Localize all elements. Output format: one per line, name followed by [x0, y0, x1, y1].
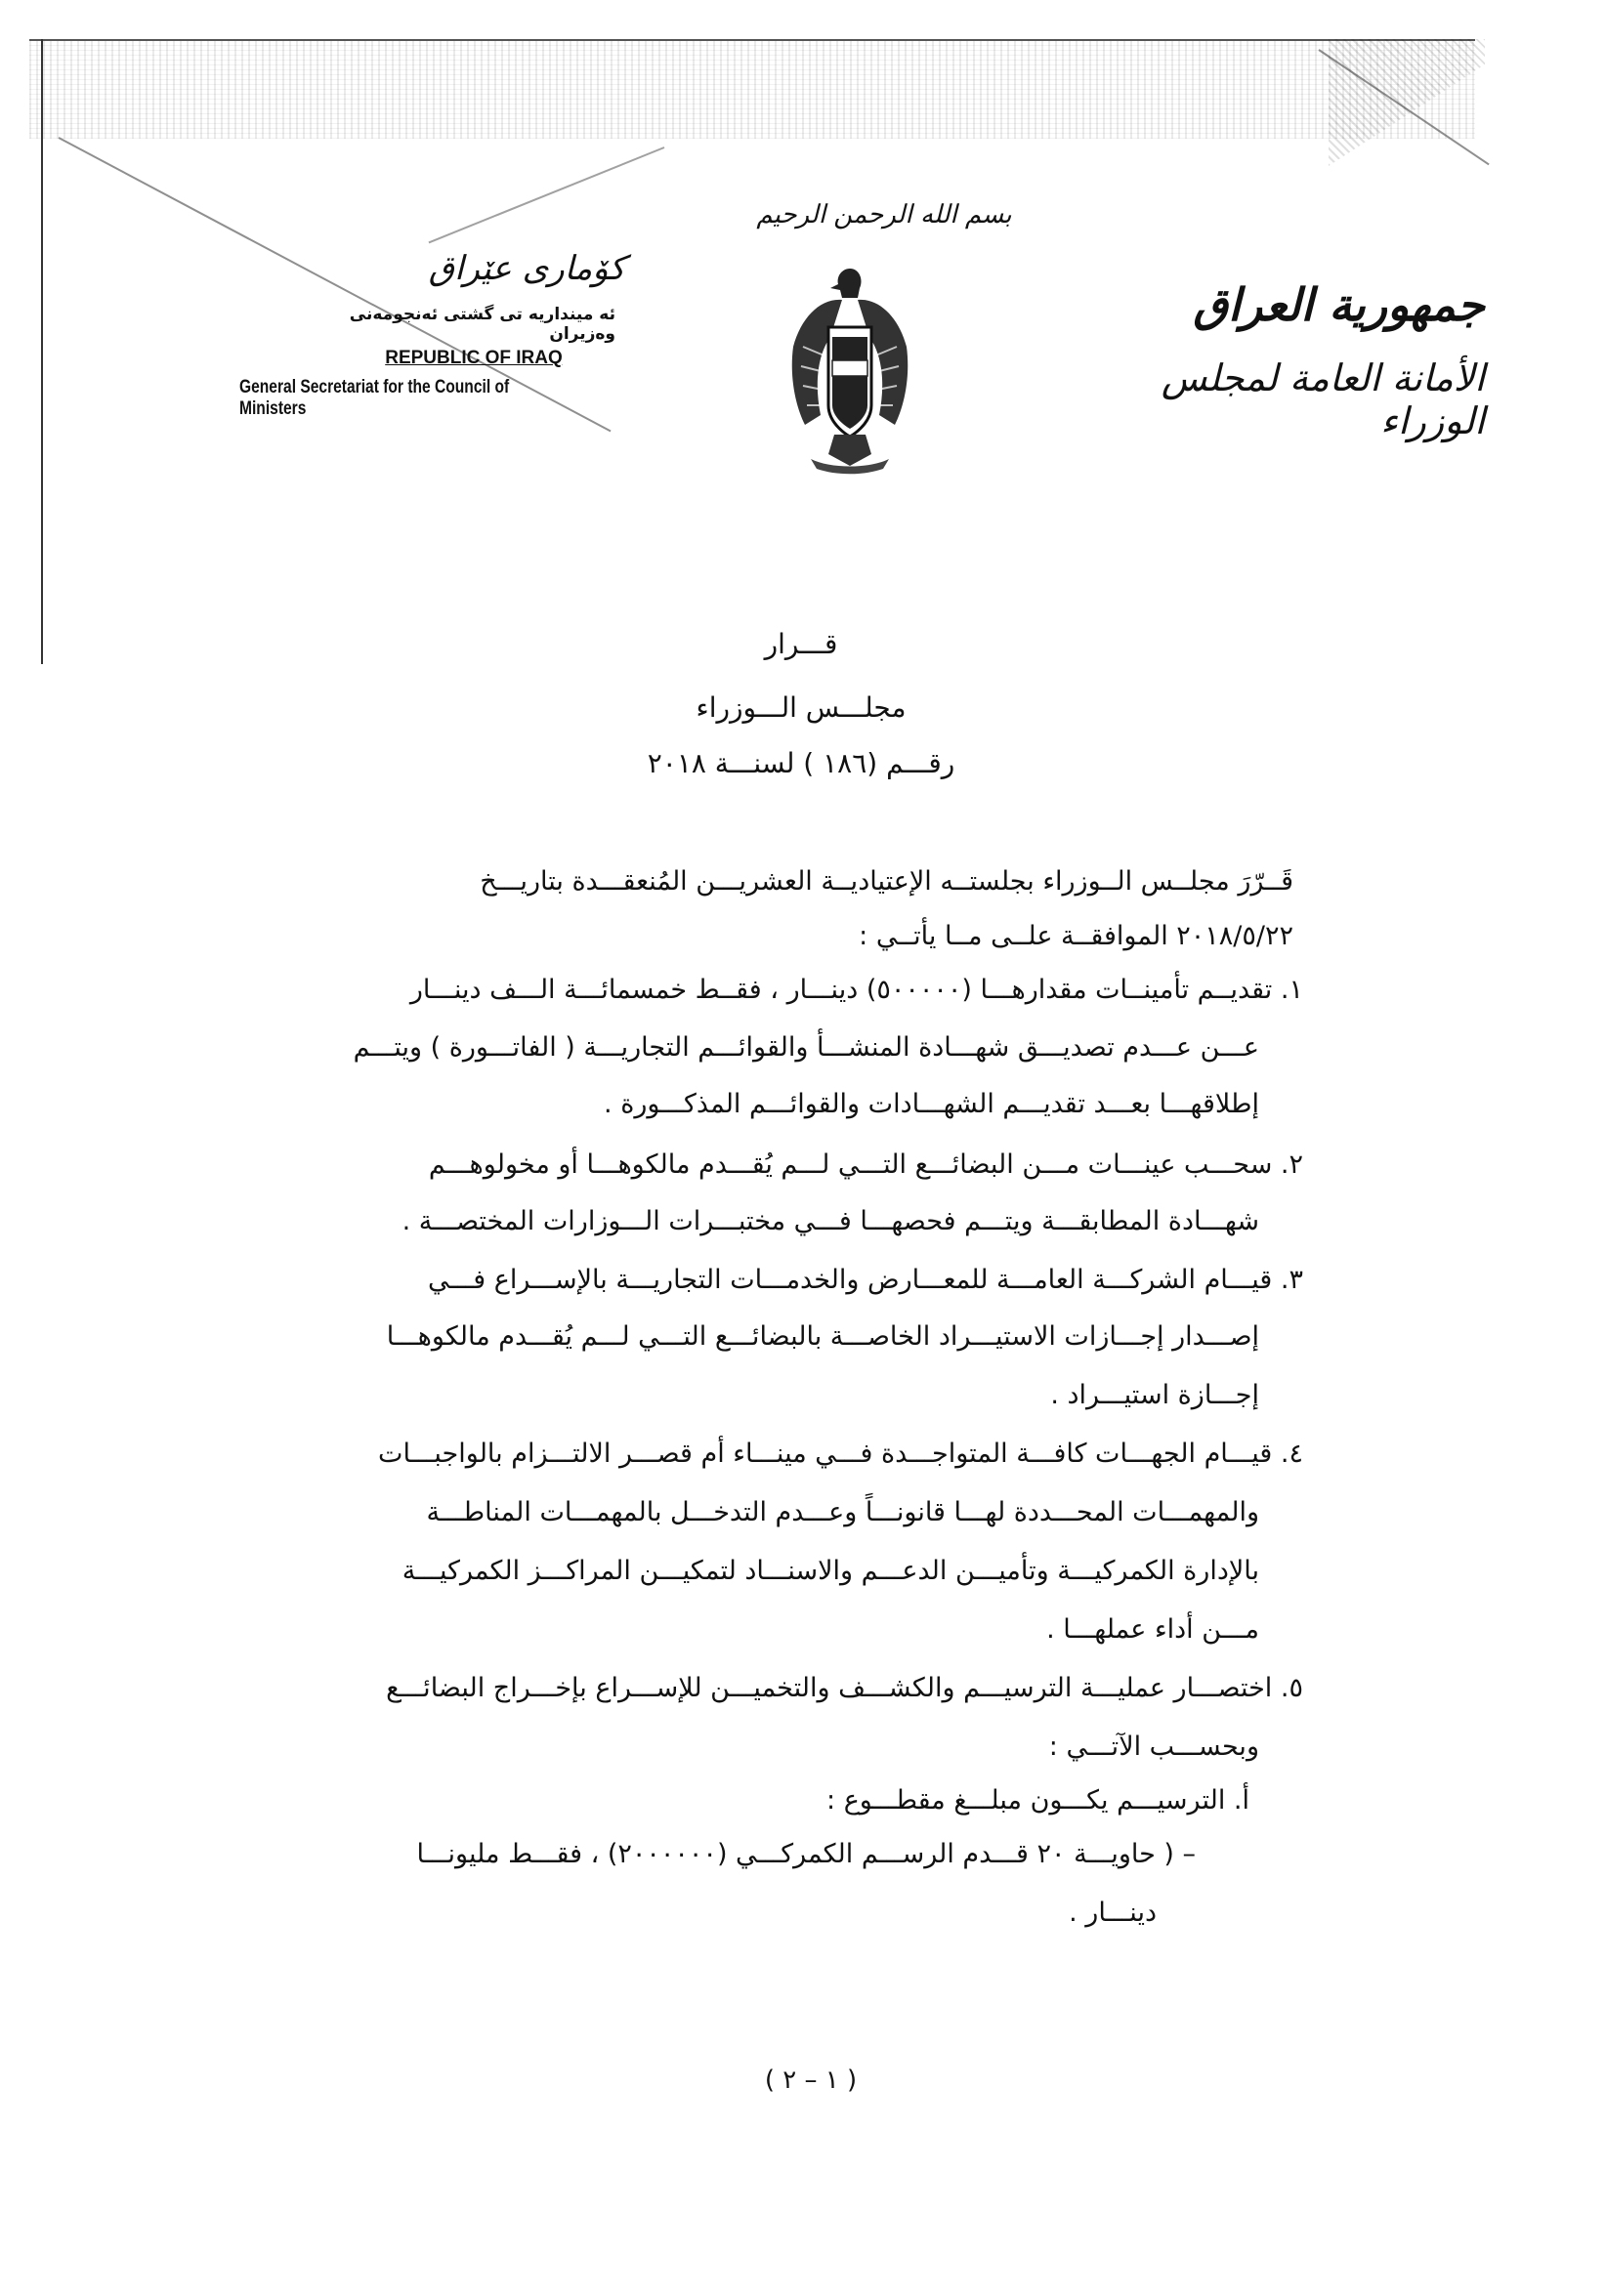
header-republic-arabic: جمهورية العراق: [1193, 278, 1485, 331]
decision-heading: قـــرار: [764, 628, 838, 660]
item-2-line: شهـــادة المطابقـــة ويتـــم فحصهـــا فـــي مختبـــرات الـــوزارات المختصـــة .: [402, 1206, 1259, 1236]
header-secretariat-english: General Secretariat for the Council of Ministers: [239, 377, 510, 419]
header-republic-english: REPUBLIC OF IRAQ: [385, 348, 563, 368]
item-1-line: عـــن عـــدم تصديـــق شهـــادة المنشـــأ والقوائـــم التجاريـــة ( الفاتـــورة ) ويتـــم: [353, 1032, 1259, 1063]
item-1-line: إطلاقهـــا بعـــد تقديـــم الشهـــادات والقوائـــم المذكـــورة .: [604, 1089, 1259, 1119]
intro-line: قَــرّرَ مجلــس الــوزراء بجلستــه الإعتياديــة العشريـــن المُنعقـــدة بتاريـــخ: [480, 866, 1293, 897]
sub-item-a: أ. الترسيـــم يكـــون مبلـــغ مقطـــوع :: [826, 1785, 1249, 1816]
item-3-line: ٣. قيـــام الشركـــة العامـــة للمعـــارض والخدمـــات التجاريـــة بالإســـراع فـــي: [428, 1265, 1303, 1295]
intro-line: ٢٠١٨/٥/٢٢ الموافقــة علــى مــا يأتــي :: [859, 921, 1293, 951]
scan-edge-line: [41, 39, 43, 664]
dash-item-line: – ( حاويـــة ٢٠ قـــدم الرســـم الكمركـــي (٢٠٠٠٠٠٠) ، فقـــط مليونـــا: [416, 1839, 1196, 1869]
header-secretariat-kurdish: ئه ‌مینداریه ‌تی گشتی ئه‌نجومه‌نی وه‌زیران: [349, 305, 615, 344]
iraq-coat-of-arms-icon: [782, 259, 918, 483]
dash-item-line: دينـــار .: [1069, 1898, 1157, 1928]
item-5-line: ٥. اختصـــار عمليـــة الترسيـــم والكشـــف والتخميـــن للإســـراع بإخـــراج البضائـــع: [386, 1673, 1303, 1703]
item-4-line: مـــن أداء عملهـــا .: [1046, 1614, 1259, 1645]
item-4-line: بالإدارة الكمركيـــة وتأميـــن الدعـــم والاسنـــاد لتمكيـــن المراكـــز الكمركيـــة: [402, 1556, 1259, 1586]
item-5-line: وبحســـب الآتـــي :: [1048, 1732, 1259, 1762]
basmala-text: بسم الله الرحمن الرحيم: [756, 200, 1012, 230]
item-4-line: والمهمـــات المحـــددة لهـــا قانونـــاً وعـــدم التدخـــل بالمهمـــات المناطـــة: [426, 1497, 1259, 1527]
header-republic-kurdish: كۆماری عێراق: [428, 249, 625, 288]
scan-noise-band: [29, 39, 1475, 139]
item-4-line: ٤. قيـــام الجهـــات كافـــة المتواجـــدة فـــي مينـــاء أم قصـــر الالتـــزام بالواجبـــات: [378, 1439, 1303, 1469]
item-3-line: إصـــدار إجـــازات الاستيـــراد الخاصـــة بالبضائـــع التـــي لـــم يُقـــدم مالكوهـــا: [386, 1321, 1259, 1352]
item-2-line: ٢. سحـــب عينـــات مـــن البضائـــع التـــي لـــم يُقـــدم مالكوهـــا أو مخولوهـــم: [428, 1149, 1303, 1180]
council-heading: مجلـــس الـــوزراء: [696, 691, 907, 724]
item-1-line: ١. تقديــم تأمينــات مقدارهـــا (٥٠٠٠٠٠) دينـــار ، فقــط خمسمائـــة الـــف دينـــار: [409, 975, 1303, 1005]
decision-number: رقـــم (١٨٦ ) لسنـــة ٢٠١٨: [647, 747, 955, 779]
scan-diagonal-line: [429, 146, 665, 243]
item-3-line: إجـــازة استيـــراد .: [1050, 1380, 1259, 1410]
page-number: ( ١ – ٢ ): [764, 2066, 858, 2095]
header-secretariat-arabic: الأمانة العامة لمجلس الوزراء: [1161, 356, 1485, 442]
